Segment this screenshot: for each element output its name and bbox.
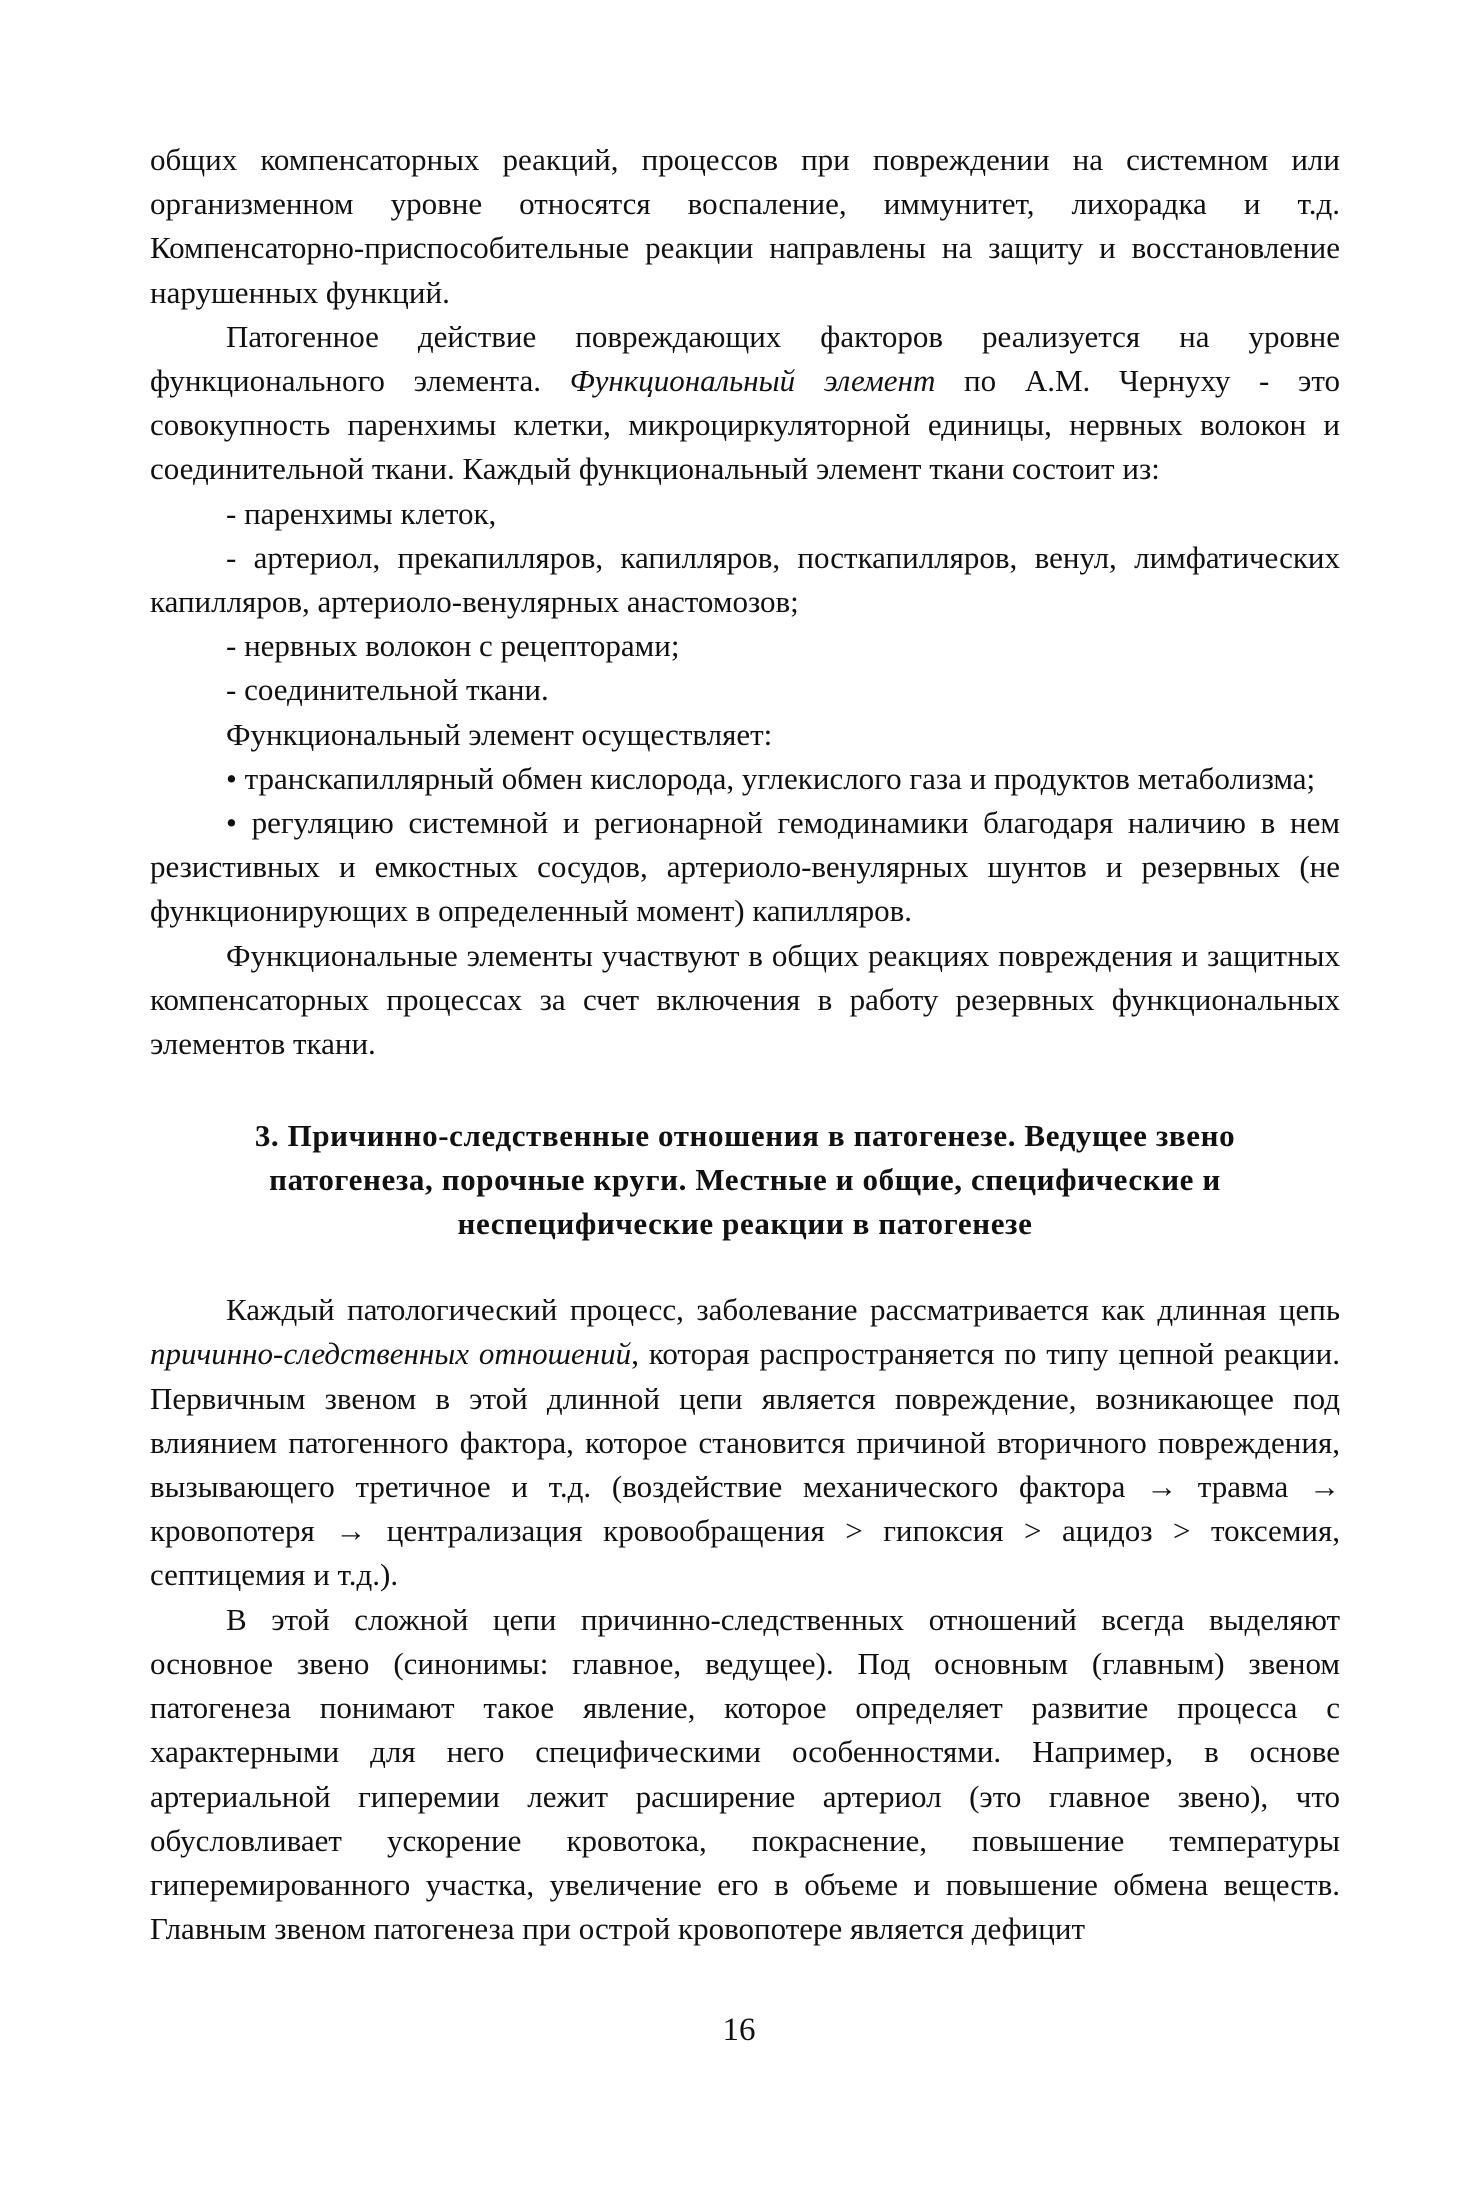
definition-text-after: по А.М. Чернуху - это совокупность паренхимы клетки, микроциркуляторной единицы, нервных волокон и соединительной ткани. Каждый функциональный элемент ткани состоит из: — [150, 363, 1340, 487]
term-causal-relations: причинно-следственных отношений — [150, 1336, 632, 1372]
page-body — [150, 138, 1340, 1951]
paragraph-continuation: общих компенсаторных реакций, процессов при повреждении на системном или организменном уровне относятся воспаление, иммунитет, лихорадка и т.д. Компенсаторно-приспособительные реакции направлены на защиту и восстановление нарушенных функций. — [150, 142, 1340, 310]
page-number: 16 — [722, 2012, 756, 2048]
paragraph-main-link: В этой сложной цепи причинно-следственных отношений всегда выделяют основное звено (синонимы: главное, ведущее). Под основным (главным) звеном патогенеза понимают такое явление, которое определяет развитие процесса с характерными для него специфическими особенностями. Например, в основе артериальной гиперемии лежит расширение артериол (это главное звено), что обусловливает ускорение кровотока, покраснение, повышение температуры гиперемированного участка, увеличение его в объеме и повышение обмена веществ. Главным звеном патогенеза при острой кровопотере является дефицит — [150, 1601, 1340, 1947]
term-functional-element: Функциональный элемент — [569, 363, 936, 399]
list-item-component: - соединительной ткани. — [226, 672, 549, 708]
list-item-component: - паренхимы клеток, — [226, 495, 497, 531]
list-item-function: • регуляцию системной и регионарной гемодинамики благодаря наличию в нем резистивных и емкостных сосудов, артериоло-венулярных шунтов и резервных (не функционирующих в определенный момент) капилляров. — [150, 805, 1340, 929]
list-item-component: - артериол, прекапилляров, капилляров, посткапилляров, венул, лимфатических капилляров, артериоло-венулярных анастомозов; — [150, 539, 1340, 620]
paragraph-functional-element-definition — [150, 315, 1340, 492]
paragraph-causal-chain — [150, 1288, 1340, 1597]
paragraph-functional-closing: Функциональные элементы участвуют в общих реакциях повреждения и защитных компенсаторных процессах за счет включения в работу резервных функциональных элементов ткани. — [150, 937, 1340, 1062]
section-heading-line: 3. Причинно-следственные отношения в патогенезе. Ведущее звено — [254, 1118, 1236, 1154]
section-heading-line: патогенеза, порочные круги. Местные и общие, специфические и — [269, 1162, 1221, 1198]
section-heading-line: неспецифические реакции в патогенезе — [457, 1206, 1033, 1242]
list-item-component: - нервных волокон с рецепторами; — [226, 628, 680, 664]
list-item-function: • транскапиллярный обмен кислорода, углекислого газа и продуктов метаболизма; — [226, 760, 1316, 796]
causal-text-after: , которая распространяется по типу цепной реакции. Первичным звеном в этой длинной цепи является повреждение, возникающее под влиянием патогенного фактора, которое становится причиной вторичного повреждения, вызывающего третичное и т.д. (воздействие механического фактора → травма → кровопотеря → централизация кровообращения > гипоксия > ацидоз > токсемия, септицемия и т.д.). — [150, 1336, 1340, 1593]
causal-text-before: Каждый патологический процесс, заболевание рассматривается как длинная цепь — [226, 1292, 1340, 1328]
definition-text-before: Патогенное действие повреждающих факторов реализуется на уровне функционального элемента. — [150, 318, 1340, 399]
functions-intro: Функциональный элемент осуществляет: — [226, 716, 773, 752]
section-heading — [150, 1114, 1340, 1246]
